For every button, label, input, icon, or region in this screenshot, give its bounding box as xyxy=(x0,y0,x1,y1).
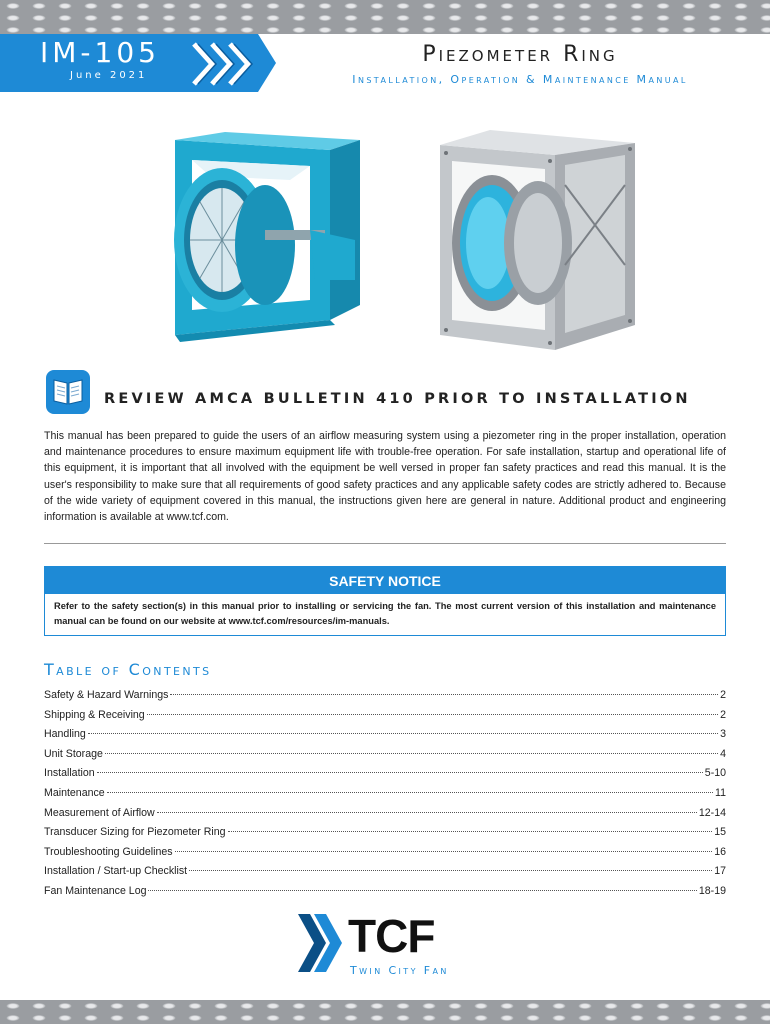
toc-item-page: 17 xyxy=(714,865,726,878)
tcf-logo xyxy=(296,910,486,980)
toc-leader-dots xyxy=(148,890,696,891)
toc-leader-dots xyxy=(105,753,718,754)
tcf-logo-tagline: Twin City Fan xyxy=(350,964,449,977)
toc-item-page: 11 xyxy=(715,786,726,799)
tcf-logo-text: TCF xyxy=(348,910,435,962)
safety-notice-text: Refer to the safety section(s) in this manual prior to installing or servicing the fan. The most current version of this installation and maintenance manual can be found on our website at www.tcf.com/resources/im-manuals. xyxy=(54,601,716,626)
document-subtitle: Installation, Operation & Maintenance Manual xyxy=(352,73,688,86)
toc-item-label: Installation xyxy=(44,767,95,780)
toc-leader-dots xyxy=(97,772,703,773)
toc-leader-dots xyxy=(107,792,713,793)
toc-item-page: 5-10 xyxy=(704,767,726,780)
review-amca-heading: REVIEW AMCA BULLETIN 410 PRIOR TO INSTALLATION xyxy=(104,391,691,407)
toc-item-label: Fan Maintenance Log xyxy=(44,884,147,897)
toc-item[interactable] xyxy=(44,804,726,824)
toc-leader-dots xyxy=(170,694,718,695)
toc-item[interactable] xyxy=(44,764,726,784)
toc-item[interactable] xyxy=(44,882,726,902)
toc-item-page: 4 xyxy=(720,747,726,760)
toc-item[interactable] xyxy=(44,843,726,863)
perforated-metal-footer-band xyxy=(0,1000,770,1024)
safety-notice-box xyxy=(44,566,726,636)
toc-item-page: 2 xyxy=(720,708,726,721)
toc-item[interactable] xyxy=(44,823,726,843)
gray-plenum-fan-image xyxy=(410,125,650,369)
book-icon xyxy=(46,370,90,414)
toc-item-page: 18-19 xyxy=(698,884,726,897)
perforated-metal-header-band xyxy=(0,0,770,34)
toc-item[interactable] xyxy=(44,784,726,804)
toc-item-label: Transducer Sizing for Piezometer Ring xyxy=(44,826,226,839)
toc-item-label: Shipping & Receiving xyxy=(44,708,145,721)
toc-item-label: Measurement of Airflow xyxy=(44,806,155,819)
toc-item-label: Installation / Start-up Checklist xyxy=(44,865,188,878)
intro-paragraph: This manual has been prepared to guide the users of an airflow measuring system using a piezometer ring in the proper installation, operation and maintenance procedures to ensure maximum equipment life with trouble-free operation. For safe installation, startup and operational life of this equipment, it is important that all involved with the equipment be well versed in proper fan safety practices and read this manual. It is the user's responsibility to make sure that all requirements of good safety practices and any applicable safety codes are strictly adhered to. Because of the wide variety of equipment covered in this manual, the instructions given here are general in nature. Additional product and engineering information is available at www.tcf.com. xyxy=(44,430,726,524)
toc-item-page: 3 xyxy=(720,728,726,741)
tcf-chevron-icon xyxy=(296,910,346,976)
toc-title: Table of Contents xyxy=(44,660,212,679)
toc-item[interactable] xyxy=(44,725,726,745)
toc-leader-dots xyxy=(88,733,718,734)
toc-item-page: 12-14 xyxy=(698,806,726,819)
toc-leader-dots xyxy=(228,831,713,832)
toc-item[interactable] xyxy=(44,686,726,706)
toc-leader-dots xyxy=(147,714,718,715)
toc-item-page: 15 xyxy=(714,826,726,839)
toc-item-page: 16 xyxy=(714,845,726,858)
toc-item-label: Troubleshooting Guidelines xyxy=(44,845,173,858)
toc-item[interactable] xyxy=(44,745,726,765)
toc-list xyxy=(44,686,726,902)
safety-notice-title: SAFETY NOTICE xyxy=(45,567,725,594)
section-divider xyxy=(44,543,726,544)
toc-item-label: Safety & Hazard Warnings xyxy=(44,689,169,701)
toc-leader-dots xyxy=(189,870,712,871)
toc-item[interactable] xyxy=(44,706,726,726)
toc-item-label: Unit Storage xyxy=(44,747,103,760)
document-code: IM-105 xyxy=(40,36,160,69)
document-date: June 2021 xyxy=(70,70,148,81)
toc-item-label: Maintenance xyxy=(44,786,105,799)
toc-item[interactable] xyxy=(44,862,726,882)
toc-leader-dots xyxy=(157,812,697,813)
toc-item-page: 2 xyxy=(720,689,726,701)
blue-plenum-fan-image xyxy=(130,130,370,354)
toc-item-label: Handling xyxy=(44,728,86,741)
toc-leader-dots xyxy=(175,851,713,852)
document-title: Piezometer Ring xyxy=(422,42,618,67)
